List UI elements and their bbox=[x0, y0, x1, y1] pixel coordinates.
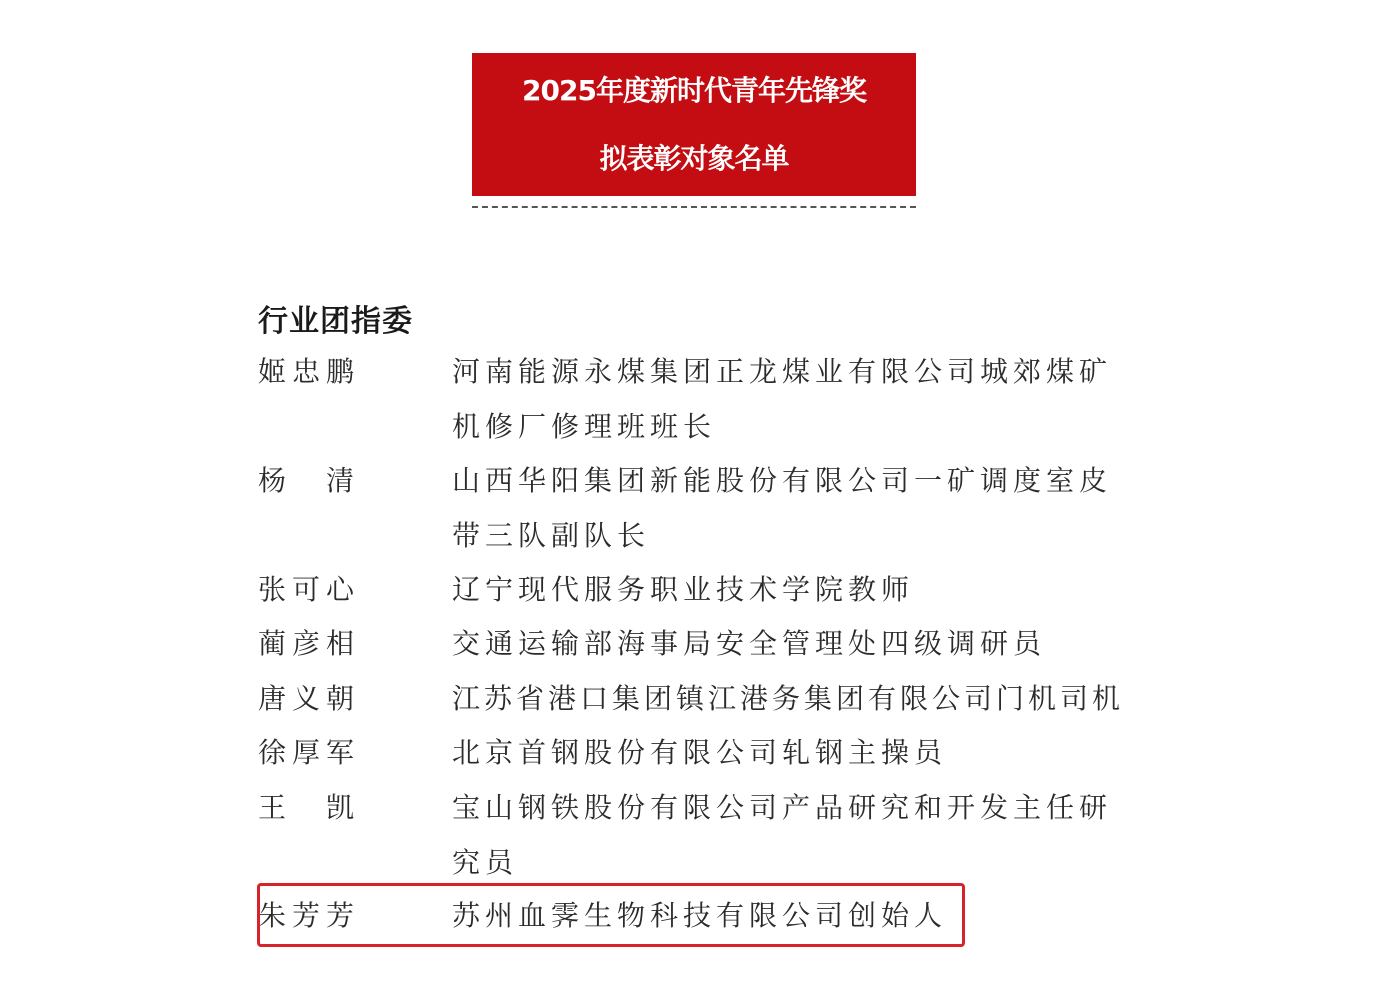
name-char: 姬 bbox=[258, 355, 287, 388]
dashed-divider bbox=[472, 206, 916, 208]
person-description: 北京首钢股份有限公司轧钢主操员 bbox=[452, 736, 948, 769]
person-description: 苏州血霁生物科技有限公司创始人 bbox=[452, 899, 948, 932]
person-description: 宝山钢铁股份有限公司产品研究和开发主任研究员 bbox=[452, 791, 1113, 879]
person-name bbox=[258, 781, 354, 835]
name-char: 相 bbox=[325, 627, 354, 660]
name-char: 军 bbox=[325, 736, 354, 769]
name-char: 徐 bbox=[258, 736, 287, 769]
name-char: 杨 bbox=[258, 464, 287, 497]
name-char: 清 bbox=[325, 464, 354, 497]
name-char: 可 bbox=[291, 573, 320, 606]
name-char: 芳 bbox=[325, 899, 354, 932]
title-banner bbox=[472, 53, 916, 196]
highlight-box bbox=[257, 883, 965, 947]
person-name bbox=[258, 617, 354, 671]
name-char: 鹏 bbox=[325, 355, 354, 388]
name-char: 心 bbox=[325, 573, 354, 606]
title-line-1: 2025年度新时代青年先锋奖 bbox=[522, 74, 866, 107]
name-char: 厚 bbox=[291, 736, 320, 769]
name-char: 忠 bbox=[291, 355, 320, 388]
person-name bbox=[258, 454, 354, 508]
name-char: 唐 bbox=[258, 682, 287, 715]
person-name bbox=[258, 563, 354, 617]
title-line-2: 拟表彰对象名单 bbox=[599, 142, 789, 175]
name-char: 芳 bbox=[291, 899, 320, 932]
person-name bbox=[258, 345, 354, 399]
section-heading: 行业团指委 bbox=[258, 304, 413, 339]
person-description: 山西华阳集团新能股份有限公司一矿调度室皮带三队副队长 bbox=[452, 464, 1113, 552]
name-char: 朱 bbox=[258, 899, 287, 932]
person-description: 辽宁现代服务职业技术学院教师 bbox=[452, 573, 915, 606]
person-description: 交通运输部海事局安全管理处四级调研员 bbox=[452, 627, 1047, 660]
name-char: 王 bbox=[258, 791, 287, 824]
person-name bbox=[258, 726, 354, 780]
person-description: 江苏省港口集团镇江港务集团有限公司门机司机 bbox=[452, 682, 1125, 715]
name-char: 蔺 bbox=[258, 627, 287, 660]
name-char: 朝 bbox=[325, 682, 354, 715]
name-char: 张 bbox=[258, 573, 287, 606]
name-char: 彦 bbox=[291, 627, 320, 660]
name-char: 凯 bbox=[325, 791, 354, 824]
person-name bbox=[258, 672, 354, 726]
person-description: 河南能源永煤集团正龙煤业有限公司城郊煤矿机修厂修理班班长 bbox=[452, 355, 1113, 443]
name-char: 义 bbox=[291, 682, 320, 715]
